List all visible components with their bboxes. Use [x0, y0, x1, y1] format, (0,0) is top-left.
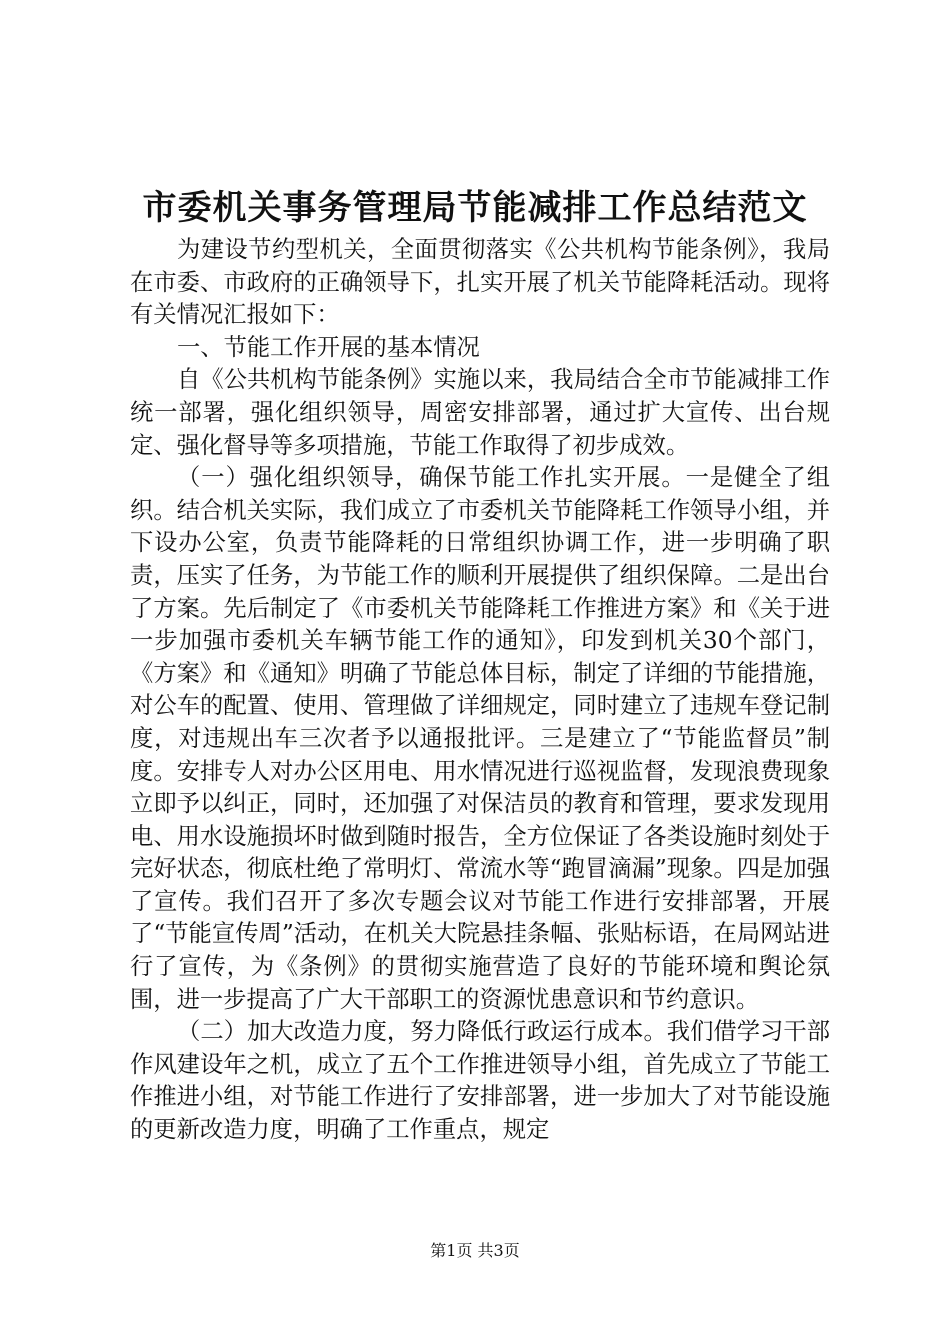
paragraph-sub1: （一）强化组织领导，确保节能工作扎实开展。一是健全了组织。结合机关实际，我们成立了市委机关节能降耗工作领导小组，并下设办公室，负责节能降耗的日常组织协调工作，进一步明确了职责，压实了任务，为节能工作的顺利开展提供了组织保障。二是出台了方案。先后制定了《市委机关节能降耗工作推进方案》和《关于进一步加强市委机关车辆节能工作的通知》，印发到机关30个部门，《方案》和《通知》明确了节能总体目标，制定了详细的节能措施，对公车的配置、使用、管理做了详细规定，同时建立了违规车登记制度，对违规出车三次者予以通报批评。三是建立了“节能监督员”制度。安排专人对办公区用电、用水情况进行巡视监督，发现浪费现象立即予以纠正，同时，还加强了对保洁员的教育和管理，要求发现用电、用水设施损坏时做到随时报告，全方位保证了各类设施时刻处于完好状态，彻底杜绝了常明灯、常流水等“跑冒滴漏”现象。四是加强了宣传。我们召开了多次专题会议对节能工作进行安排部署，开展了“节能宣传周”活动，在机关大院悬挂条幅、张贴标语，在局网站进行了宣传，为《条例》的贯彻实施营造了良好的节能环境和舆论氛围，进一步提高了广大干部职工的资源忧患意识和节约意识。	[130, 464, 830, 1013]
paragraph-intro: 为建设节约型机关，全面贯彻落实《公共机构节能条例》，我局在市委、市政府的正确领导下，扎实开展了机关节能降耗活动。现将有关情况汇报如下：	[130, 236, 830, 329]
document-title: 市委机关事务管理局节能减排工作总结范文	[142, 188, 808, 228]
paragraph-section1: 自《公共机构节能条例》实施以来，我局结合全市节能减排工作统一部署，强化组织领导，周密安排部署，通过扩大宣传、出台规定、强化督导等多项措施，节能工作取得了初步成效。	[130, 366, 830, 459]
paragraph-sub2: （二）加大改造力度，努力降低行政运行成本。我们借学习干部作风建设年之机，成立了五个工作推进领导小组，首先成立了节能工作推进小组，对节能工作进行了安排部署，进一步加大了对节能设施的更新改造力度，明确了工作重点，规定	[130, 1018, 830, 1144]
page-footer: 第1页 共3页	[430, 1241, 520, 1260]
section-heading-1: 一、节能工作开展的基本情况	[177, 333, 480, 361]
document-body	[130, 234, 830, 1147]
